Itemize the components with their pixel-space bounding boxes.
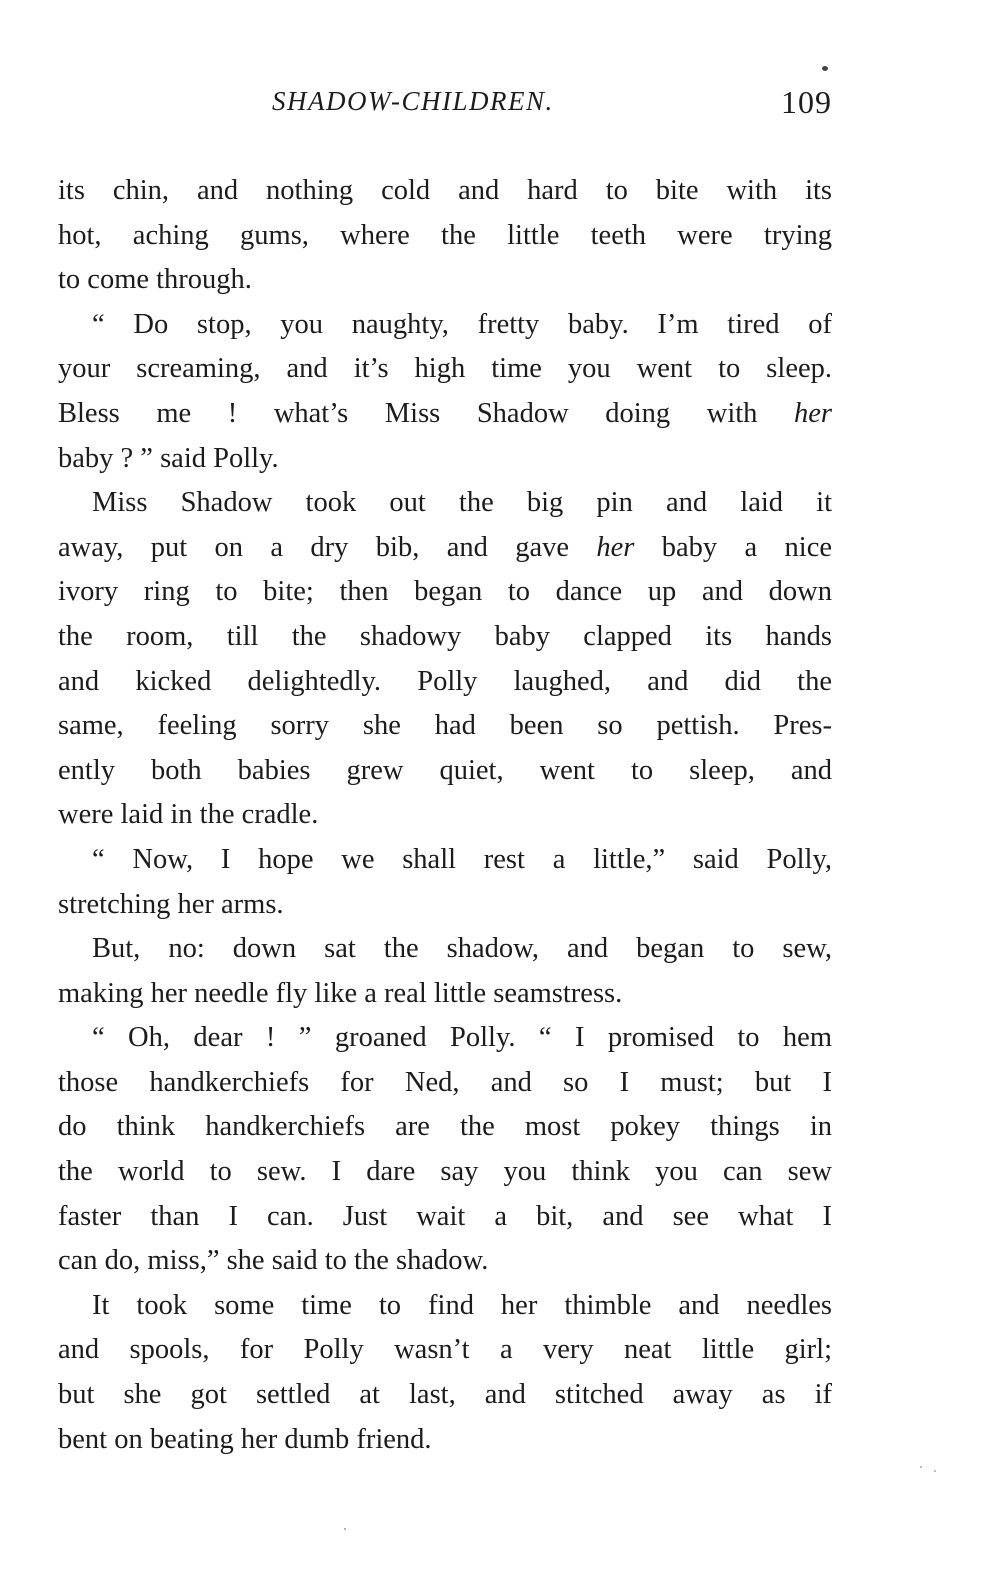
text-segment: baby a nice xyxy=(661,531,833,563)
text-line: “ Do stop, you naughty, fretty baby. I’m tired of xyxy=(92,308,832,340)
text-line: ently both babies grew quiet, went to sleep, and xyxy=(58,754,832,786)
text-line: and kicked delightedly. Polly laughed, and did the xyxy=(58,665,832,697)
text-line: hot, aching gums, where the little teeth were trying xyxy=(58,219,832,251)
scan-speck xyxy=(920,1466,922,1468)
scan-speck xyxy=(934,1470,936,1472)
text-line: to come through. xyxy=(58,264,252,296)
text-line: those handkerchiefs for Ned, and so I must; but I xyxy=(58,1066,832,1098)
text-line: It took some time to find her thimble and needles xyxy=(92,1289,832,1321)
text-line: your screaming, and it’s high time you went to sleep. xyxy=(58,353,832,385)
text-line: Miss Shadow took out the big pin and laid it xyxy=(92,487,832,519)
page-number: 109 xyxy=(781,84,832,120)
text-segment: away, put on a dry bib, and gave xyxy=(58,531,570,563)
text-line: bent on beating her dumb friend. xyxy=(58,1423,432,1455)
text-line xyxy=(58,392,832,437)
text-line: do think handkerchiefs are the most pokey things in xyxy=(58,1111,832,1143)
scan-speck xyxy=(344,1528,346,1530)
text-line: stretching her arms. xyxy=(58,888,284,920)
text-line: its chin, and nothing cold and hard to bite with its xyxy=(58,175,832,206)
text-line: the world to sew. I dare say you think you can sew xyxy=(58,1156,832,1188)
text-line: “ Oh, dear ! ” groaned Polly. “ I promised to hem xyxy=(92,1022,832,1054)
text-line: baby ? ” said Polly. xyxy=(58,442,279,474)
text-line: were laid in the cradle. xyxy=(58,799,319,831)
text-line: same, feeling sorry she had been so pettish. Pres- xyxy=(58,710,832,742)
running-title: SHADOW-CHILDREN. xyxy=(272,86,554,116)
body-text xyxy=(58,169,832,1462)
text-line: ivory ring to bite; then began to dance up and down xyxy=(58,576,832,608)
text-line: but she got settled at last, and stitched away as if xyxy=(58,1379,832,1411)
text-segment: Bless me ! what’s Miss Shadow doing with xyxy=(58,397,758,429)
text-line: can do, miss,” she said to the shadow. xyxy=(58,1245,489,1277)
emphasis-her: her xyxy=(794,397,833,429)
text-line xyxy=(58,526,832,571)
text-line: making her needle fly like a real little seamstress. xyxy=(58,977,623,1009)
scan-speck xyxy=(822,66,828,71)
text-line: the room, till the shadowy baby clapped its hands xyxy=(58,620,832,652)
text-line: and spools, for Polly wasn’t a very neat little girl; xyxy=(58,1334,832,1366)
page-header xyxy=(58,86,832,130)
text-line: “ Now, I hope we shall rest a little,” said Polly, xyxy=(92,843,832,875)
text-line: But, no: down sat the shadow, and began to sew, xyxy=(92,933,832,965)
emphasis-her: her xyxy=(596,531,635,563)
text-line: faster than I can. Just wait a bit, and see what I xyxy=(58,1200,832,1232)
